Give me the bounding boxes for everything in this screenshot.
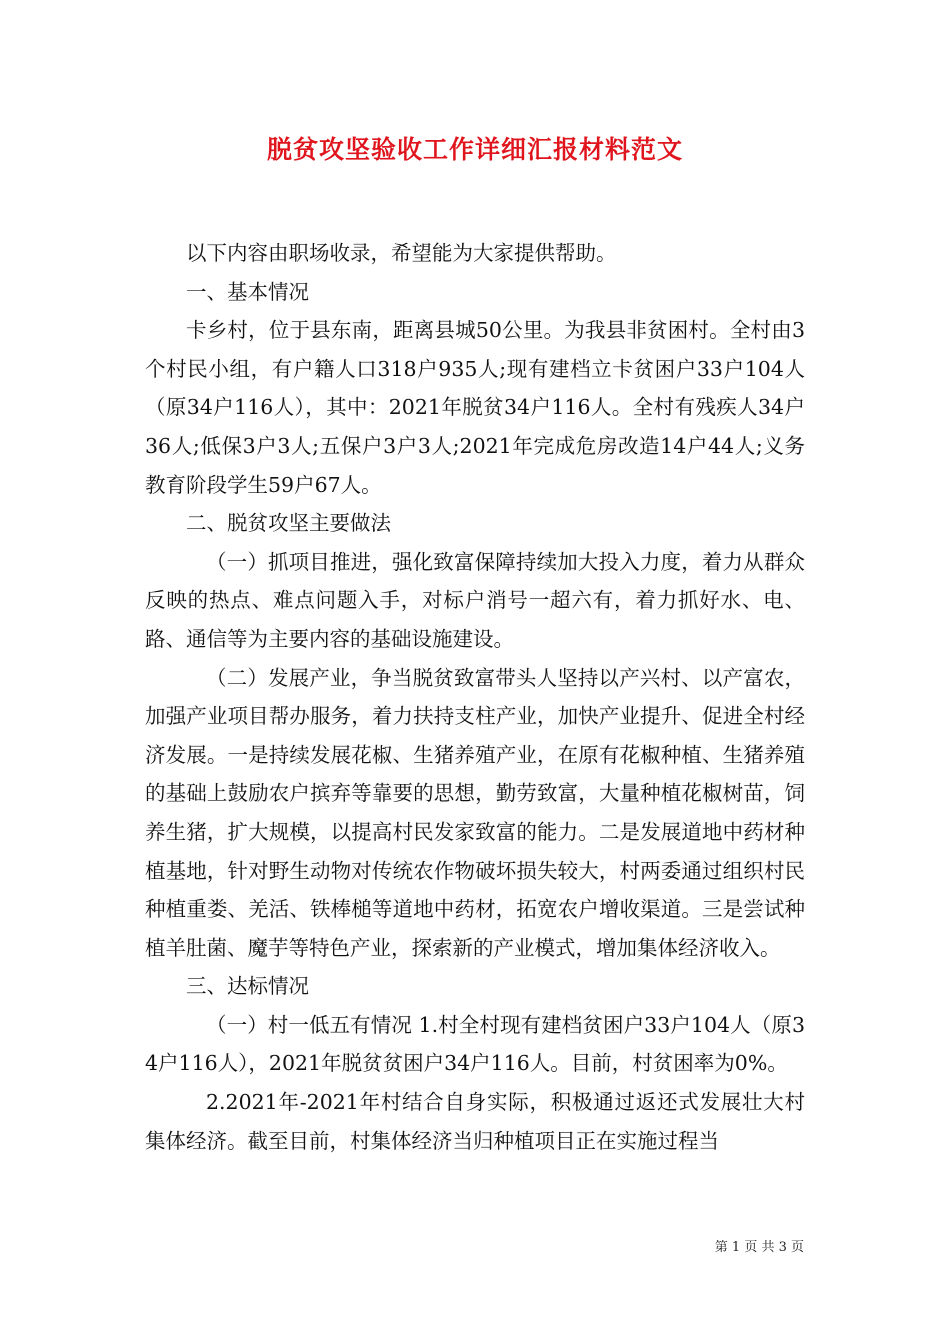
- methods-paragraph-2: （二）发展产业，争当脱贫致富带头人坚持以产兴村、以产富农，加强产业项目帮办服务，着力扶持支柱产业，加快产业提升、促进全村经济发展。一是持续发展花椒、生猪养殖产业，在原有花椒种植、生猪养殖的基础上鼓励农户摈弃等靠要的思想，勤劳致富，大量种植花椒树苗，饲养生猪，扩大规模，以提高村民发家致富的能力。二是发展道地中药材种植基地，针对野生动物对传统农作物破坏损失较大，村两委通过组织村民种植重娄、羌活、铁棒槌等道地中药材，拓宽农户增收渠道。三是尝试种植羊肚菌、魔芋等特色产业，探索新的产业模式，增加集体经济收入。: [145, 665, 805, 960]
- document-body: [145, 234, 805, 1160]
- methods-paragraph-1: （一）抓项目推进，强化致富保障持续加大投入力度，着力从群众反映的热点、难点问题入手，对标户消号一超六有，着力抓好水、电、路、通信等为主要内容的基础设施建设。: [145, 549, 805, 651]
- standards-paragraph-1: （一）村一低五有情况 1.村全村现有建档贫困户33户104人（原34户116人），2021年脱贫贫困户34户116人。目前，村贫困率为0%。: [145, 1012, 805, 1076]
- document-title: 脱贫攻坚验收工作详细汇报材料范文: [266, 135, 683, 164]
- page-number-footer: 第 1 页 共 3 页: [714, 1240, 804, 1255]
- section-heading-standards: 三、达标情况: [186, 974, 309, 999]
- section-heading-basic: 一、基本情况: [186, 279, 309, 304]
- section-heading-methods: 二、脱贫攻坚主要做法: [186, 511, 391, 536]
- basic-info-paragraph: 卡乡村，位于县东南，距离县城50公里。为我县非贫困村。全村由3个村民小组，有户籍人口318户935人;现有建档立卡贫困户33户104人（原34户116人），其中：2021年脱贫34户116人。全村有残疾人34户36人;低保3户3人;五保户3户3人;2021年完成危房改造14户44人;义务教育阶段学生59户67人。: [145, 318, 805, 497]
- intro-paragraph: 以下内容由职场收录，希望能为大家提供帮助。: [186, 241, 617, 265]
- standards-paragraph-2: 2.2021年-2021年村结合自身实际，积极通过返还式发展壮大村集体经济。截至目前，村集体经济当归种植项目正在实施过程当: [145, 1090, 805, 1153]
